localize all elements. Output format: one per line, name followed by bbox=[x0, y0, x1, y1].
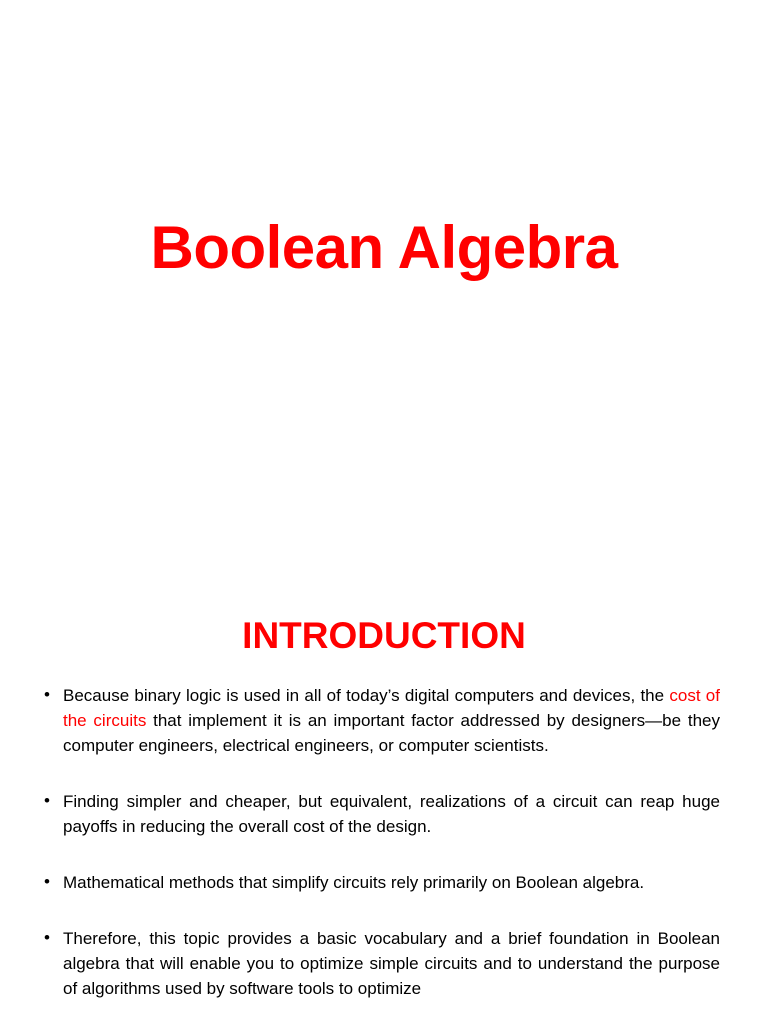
bullet-item-methods bbox=[44, 870, 720, 895]
bullet-text-suffix: that implement it is an important factor addressed by designers—be they computer engineers, electrical engineers, or computer scientists. bbox=[63, 711, 721, 755]
slide-heading: INTRODUCTION bbox=[242, 615, 526, 656]
bullet-icon: • bbox=[44, 872, 50, 891]
bullet-text: Mathematical methods that simplify circuits rely primarily on Boolean algebra. bbox=[63, 873, 645, 892]
bullet-item-simpler bbox=[44, 789, 720, 839]
bullet-highlight: cost of the circuits bbox=[63, 686, 720, 730]
slide-title: Boolean Algebra bbox=[150, 214, 618, 281]
bullet-icon: • bbox=[44, 791, 50, 810]
bullet-item-cost bbox=[44, 683, 720, 758]
bullet-text: Finding simpler and cheaper, but equivalent, realizations of a circuit can reap huge payoffs in reducing the overall cost of the design. bbox=[63, 792, 720, 836]
bullet-text: Therefore, this topic provides a basic vocabulary and a brief foundation in Boolean algebra that will enable you to optimize simple circuits and to understand the purpose of algorithms used by software tools to optimize bbox=[63, 929, 720, 998]
bullet-icon: • bbox=[44, 685, 50, 704]
bullet-text-prefix: Because binary logic is used in all of today’s digital computers and devices, the bbox=[63, 686, 670, 705]
bullet-icon: • bbox=[44, 928, 50, 947]
bullet-list bbox=[44, 683, 720, 1032]
bullet-item-therefore bbox=[44, 926, 720, 1001]
introduction-slide bbox=[0, 576, 768, 1024]
